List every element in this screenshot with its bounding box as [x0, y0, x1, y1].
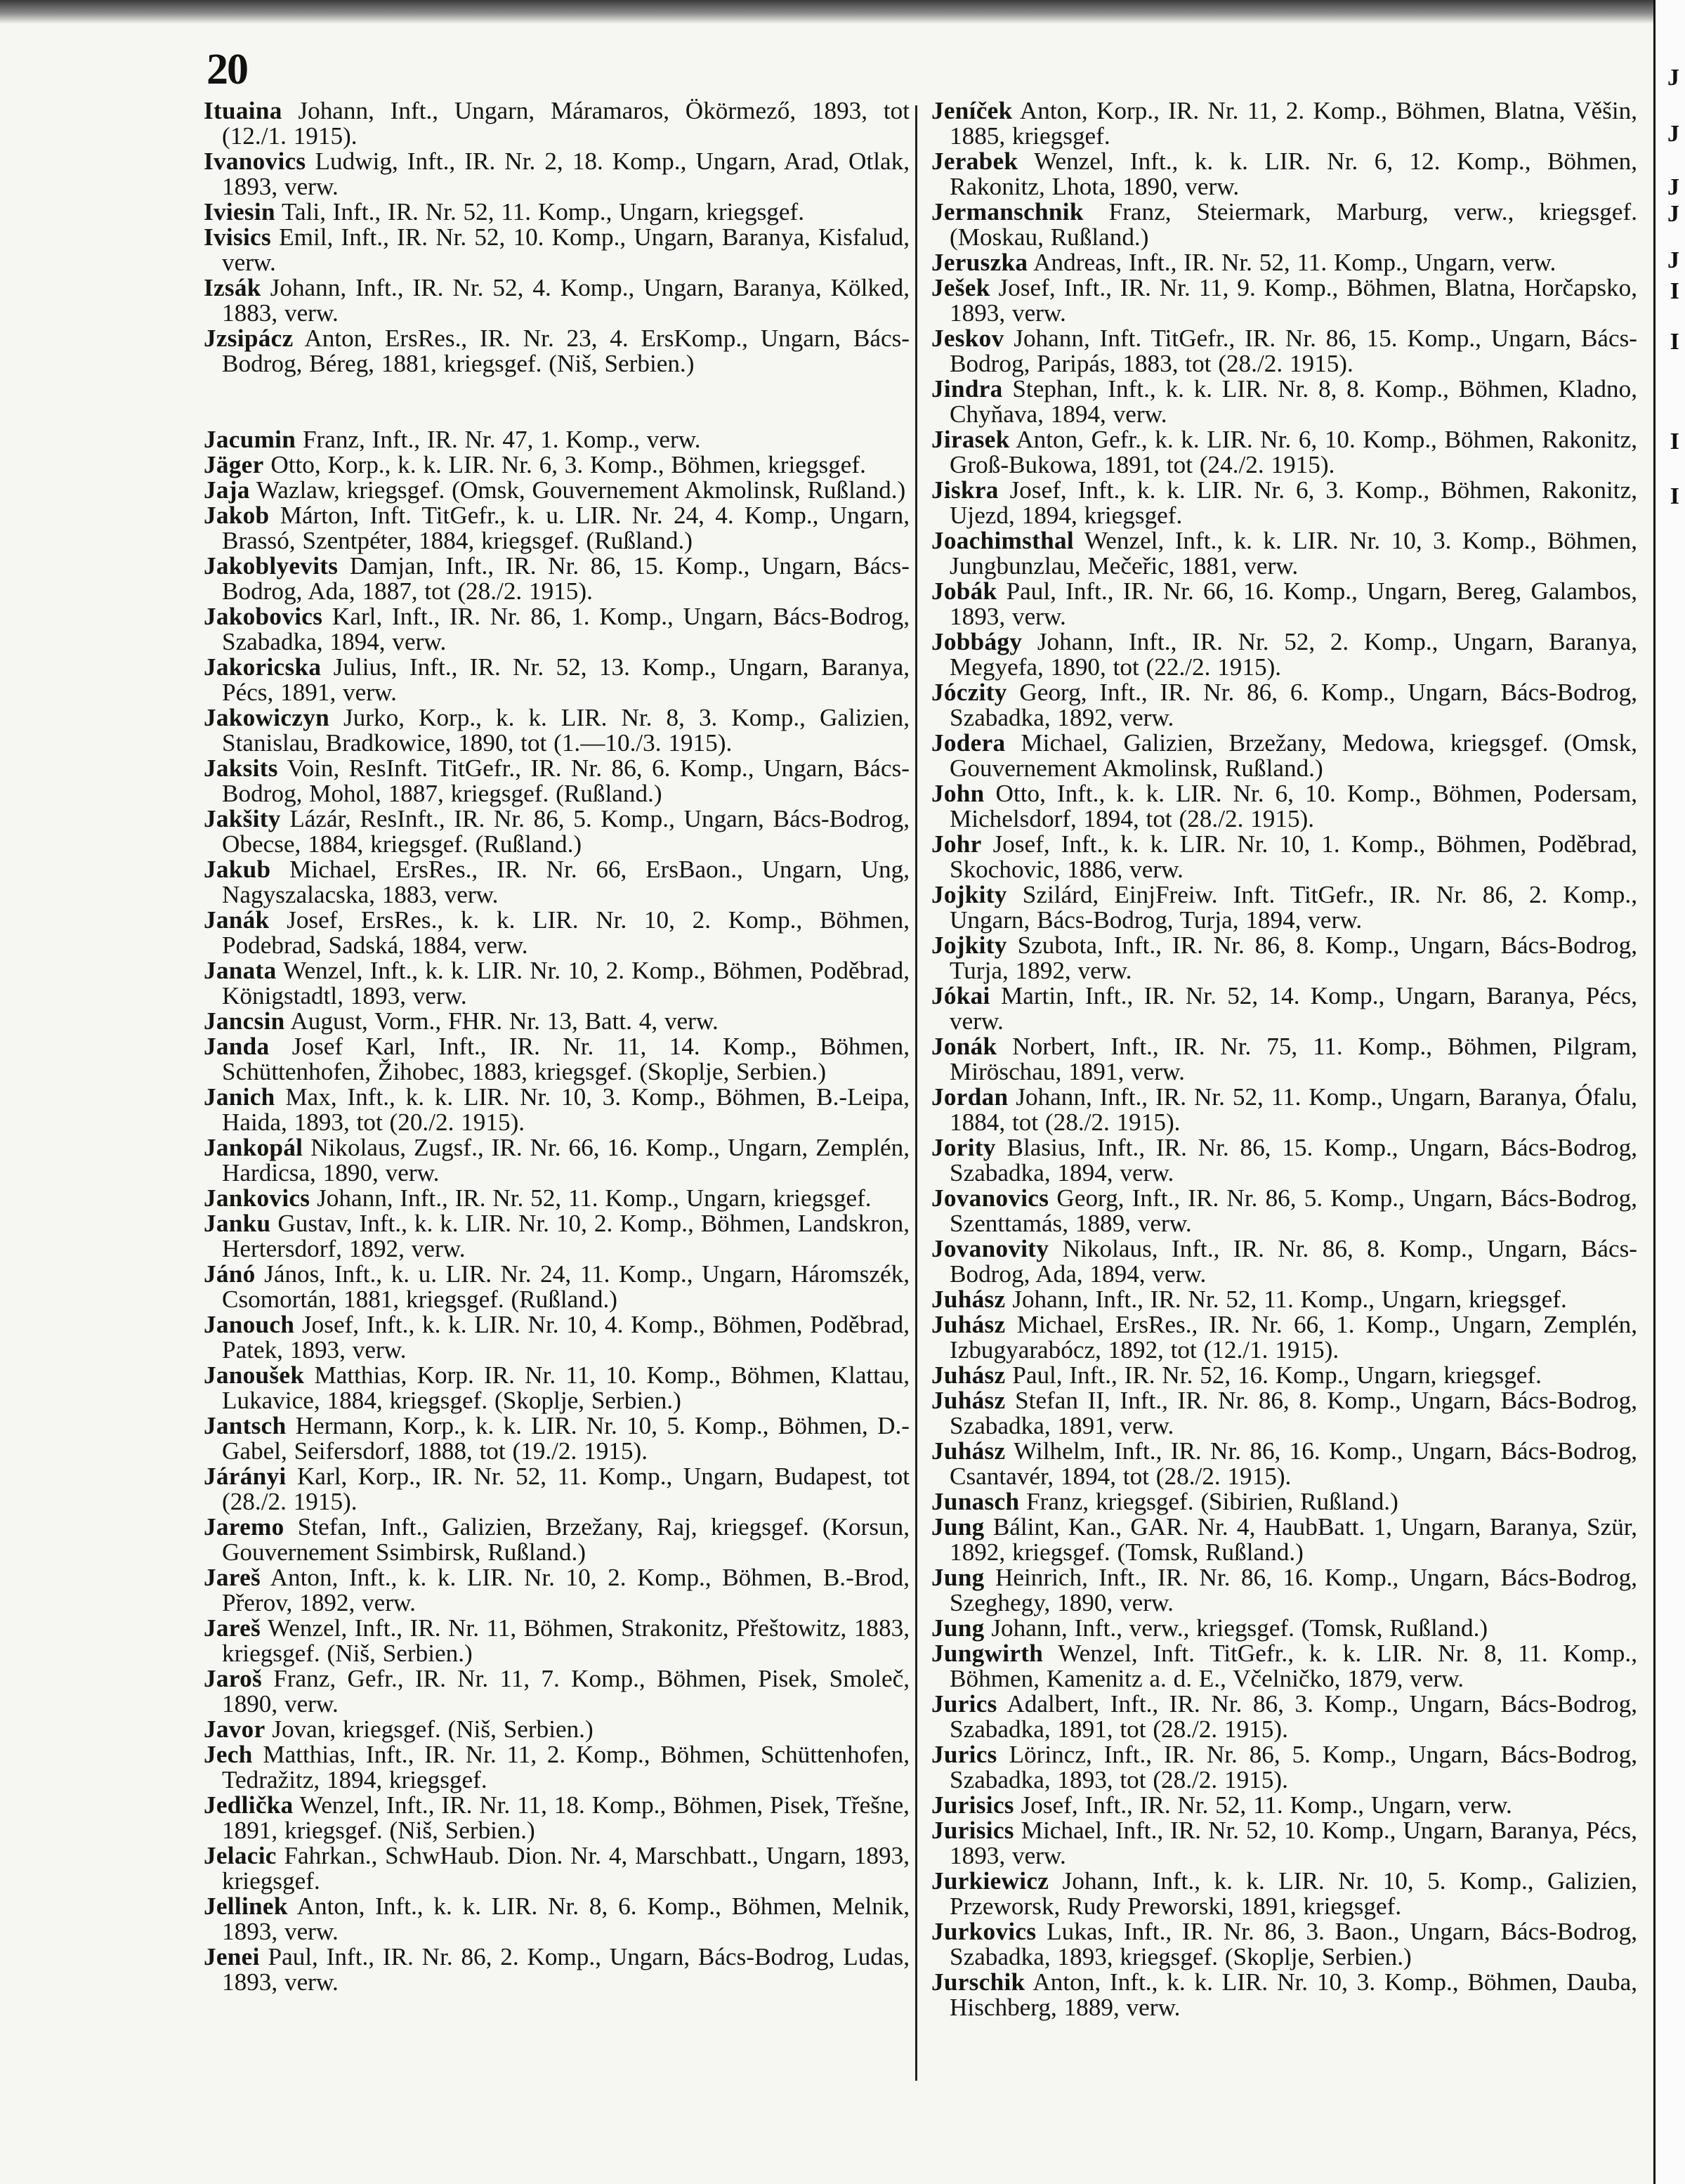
- entry-surname: Jung: [931, 1564, 985, 1591]
- entry-details: Michael, Inft., IR. Nr. 52, 10. Komp., Ungarn, Baranya, Pécs, 1893, verw.: [950, 1817, 1637, 1869]
- entry-details: Adalbert, Inft., IR. Nr. 86, 3. Komp., Ungarn, Bács-Bodrog, Szabadka, 1891, tot (28./2. 1915).: [950, 1690, 1638, 1743]
- entry-surname: Joachimsthal: [931, 527, 1075, 554]
- entry-surname: Jeruszka: [931, 249, 1028, 276]
- register-entry: [931, 832, 1637, 882]
- entry-surname: Jaremo: [204, 1513, 284, 1541]
- entry-details: Emil, Inft., IR. Nr. 52, 10. Komp., Ungarn, Baranya, Kisfalud, verw.: [222, 223, 910, 276]
- register-entry: [931, 1236, 1637, 1287]
- entry-details: Matthias, Inft., IR. Nr. 11, 2. Komp., Böhmen, Schüttenhofen, Tedražitz, 1894, kriegsgef.: [222, 1741, 910, 1793]
- entry-details: Wenzel, Inft., k. k. LIR. Nr. 10, 3. Komp., Böhmen, Jungbunzlau, Mečeřic, 1881, verw.: [950, 527, 1637, 580]
- entry-surname: Jurics: [931, 1690, 997, 1718]
- entry-surname: Iviesin: [204, 198, 275, 225]
- entry-details: Norbert, Inft., IR. Nr. 75, 11. Komp., Böhmen, Pilgram, Miröschau, 1891, verw.: [950, 1033, 1638, 1085]
- entry-details: Johann, Inft., k. k. LIR. Nr. 10, 5. Komp., Galizien, Przeworsk, Rudy Preworski, 1891, kriegsgef.: [950, 1867, 1637, 1920]
- entry-surname: Jedlička: [204, 1791, 294, 1819]
- register-entry: [931, 1186, 1637, 1236]
- entry-details: Josef, ErsRes., k. k. LIR. Nr. 10, 2. Komp., Böhmen, Podebrad, Sadská, 1884, verw.: [222, 906, 910, 959]
- register-entry: [204, 1085, 910, 1135]
- register-entry: [204, 1186, 910, 1211]
- entry-surname: Juhász: [931, 1311, 1006, 1338]
- entry-surname: Jung: [931, 1614, 985, 1642]
- entry-details: Michael, Galizien, Brzežany, Medowa, kriegsgef. (Omsk, Gouvernement Akmolinsk, Rußland.): [950, 729, 1637, 782]
- register-entry: [204, 554, 910, 604]
- entry-surname: Javor: [204, 1715, 265, 1743]
- entry-surname: Jurisics: [931, 1791, 1014, 1819]
- entry-details: Matthias, Korp. IR. Nr. 11, 10. Komp., Böhmen, Klattau, Lukavice, 1884, kriegsgef. (Skoplje, Serbien.): [222, 1361, 910, 1414]
- entry-details: Johann, Inft. TitGefr., IR. Nr. 86, 15. Komp., Ungarn, Bács-Bodrog, Paripás, 1883, tot (28./2. 1915).: [950, 325, 1637, 377]
- entry-surname: Jantsch: [204, 1412, 287, 1439]
- register-entry: [204, 1565, 910, 1616]
- entry-surname: Janák: [204, 906, 270, 934]
- entry-details: Wenzel, Inft., k. k. LIR. Nr. 10, 2. Komp., Böhmen, Poděbrad, Königstadtl, 1893, verw.: [222, 957, 910, 1009]
- register-entry: [204, 958, 910, 1009]
- entry-surname: Janata: [204, 957, 277, 984]
- entry-details: Johann, Inft., IR. Nr. 52, 4. Komp., Ungarn, Baranya, Kölked, 1883, verw.: [222, 274, 910, 327]
- entry-details: Franz, Steiermark, Marburg, verw., kriegsgef. (Moskau, Rußland.): [950, 198, 1637, 251]
- entry-surname: Juhász: [931, 1361, 1006, 1389]
- entry-details: Szubota, Inft., IR. Nr. 86, 8. Komp., Ungarn, Bács-Bodrog, Turja, 1892, verw.: [950, 931, 1637, 984]
- entry-details: Jurko, Korp., k. k. LIR. Nr. 8, 3. Komp., Galizien, Stanislau, Bradkowice, 1890, tot (1.—10./3. 1915).: [222, 704, 910, 757]
- entry-surname: Jordan: [931, 1083, 1009, 1111]
- register-entry: [931, 149, 1637, 200]
- register-entry: [931, 478, 1637, 528]
- register-entry: [204, 1717, 910, 1742]
- entry-surname: Janich: [204, 1083, 275, 1111]
- entry-surname: Jority: [931, 1134, 996, 1161]
- register-entry: [204, 806, 910, 857]
- entry-surname: Jindra: [931, 375, 1003, 403]
- entry-details: Tali, Inft., IR. Nr. 52, 11. Komp., Ungarn, kriegsgef.: [282, 198, 805, 225]
- entry-surname: Jókai: [931, 982, 990, 1009]
- entry-details: Ludwig, Inft., IR. Nr. 2, 18. Komp., Ungarn, Arad, Otlak, 1893, verw.: [222, 148, 910, 200]
- register-entry: [931, 680, 1637, 731]
- page-number: 20: [206, 46, 247, 93]
- entry-details: Martin, Inft., IR. Nr. 52, 14. Komp., Ungarn, Baranya, Pécs, verw.: [950, 982, 1637, 1035]
- entry-surname: Jakoblyevits: [204, 552, 339, 580]
- entry-surname: Jellinek: [204, 1892, 288, 1920]
- entry-details: Josef Karl, Inft., IR. Nr. 11, 14. Komp., Böhmen, Schüttenhofen, Žihobec, 1883, kriegsgef. (Skoplje, Serbien.): [222, 1033, 910, 1085]
- register-entry: [931, 579, 1637, 629]
- entry-surname: Jungwirth: [931, 1640, 1044, 1667]
- entry-surname: Jakob: [204, 502, 270, 529]
- entry-details: Lörincz, Inft., IR. Nr. 86, 5. Komp., Ungarn, Bács-Bodrog, Szabadka, 1893, tot (28./2. 1915).: [950, 1741, 1637, 1793]
- register-entry: [931, 1818, 1637, 1869]
- entry-details: Anton, Inft., k. k. LIR. Nr. 8, 6. Komp., Böhmen, Melnik, 1893, verw.: [222, 1892, 910, 1945]
- entry-details: Heinrich, Inft., IR. Nr. 86, 16. Komp., Ungarn, Bács-Bodrog, Szeghegy, 1890, verw.: [950, 1564, 1638, 1616]
- register-entry: [204, 1363, 910, 1413]
- entry-details: Andreas, Inft., IR. Nr. 52, 11. Komp., Ungarn, verw.: [1033, 249, 1556, 276]
- entry-details: Franz, Gefr., IR. Nr. 11, 7. Komp., Böhmen, Pisek, Smoleč, 1890, verw.: [222, 1665, 910, 1718]
- entry-details: Johann, Inft., IR. Nr. 52, 11. Komp., Ungarn, kriegsgef.: [1012, 1286, 1567, 1313]
- entry-details: Michael, ErsRes., IR. Nr. 66, ErsBaon., Ungarn, Ung, Nagyszalacska, 1883, verw.: [222, 856, 910, 908]
- edge-glyph: I: [1670, 429, 1679, 455]
- register-entry: [931, 1919, 1637, 1970]
- edge-glyph: J: [1667, 247, 1679, 273]
- register-entry: [204, 452, 910, 478]
- entry-surname: Jojkity: [931, 931, 1007, 959]
- entry-surname: Jovanovics: [931, 1184, 1049, 1212]
- register-entry: [204, 275, 910, 326]
- entry-details: Stefan II, Inft., IR. Nr. 86, 8. Komp., Ungarn, Bács-Bodrog, Szabadka, 1891, verw.: [950, 1387, 1638, 1439]
- entry-surname: Jánó: [204, 1260, 256, 1288]
- entry-details: Josef, Inft., k. k. LIR. Nr. 10, 4. Komp., Böhmen, Poděbrad, Patek, 1893, verw.: [222, 1311, 910, 1364]
- entry-surname: Jelacic: [204, 1842, 277, 1869]
- entry-details: August, Vorm., FHR. Nr. 13, Batt. 4, verw.: [290, 1007, 719, 1035]
- entry-surname: Jojkity: [931, 881, 1007, 908]
- register-entry: [204, 1793, 910, 1843]
- entry-details: Anton, ErsRes., IR. Nr. 23, 4. ErsKomp., Ungarn, Bács-Bodrog, Béreg, 1881, kriegsgef. (Niš, Serbien.): [222, 325, 910, 377]
- entry-surname: Jakobovics: [204, 603, 323, 630]
- register-entry: [204, 98, 910, 149]
- entry-surname: Janoušek: [204, 1361, 305, 1389]
- register-entry: [931, 1742, 1637, 1793]
- entry-surname: Jankovics: [204, 1184, 310, 1212]
- entry-details: Karl, Korp., IR. Nr. 52, 11. Komp., Ungarn, Budapest, tot (28./2. 1915).: [222, 1463, 910, 1515]
- register-entry: [931, 1312, 1637, 1363]
- entry-surname: Ivanovics: [204, 148, 306, 175]
- entry-details: Johann, Inft., verw., kriegsgef. (Tomsk, Rußland.): [991, 1614, 1488, 1642]
- entry-surname: Jung: [931, 1513, 985, 1541]
- register-entry: [204, 705, 910, 756]
- entry-surname: Jaja: [204, 476, 250, 504]
- register-entry: [931, 1692, 1637, 1742]
- entry-surname: Jobbágy: [931, 628, 1023, 655]
- entry-details: Jovan, kriegsgef. (Niš, Serbien.): [272, 1715, 594, 1743]
- register-entry: [204, 1262, 910, 1312]
- entry-details: Michael, ErsRes., IR. Nr. 66, 1. Komp., Ungarn, Zemplén, Izbugyarabócz, 1892, tot (12./1. 1915).: [950, 1311, 1637, 1364]
- register-entry: [204, 756, 910, 806]
- entry-surname: Jankopál: [204, 1134, 303, 1161]
- entry-details: Paul, Inft., IR. Nr. 52, 16. Komp., Ungarn, kriegsgef.: [1012, 1361, 1542, 1389]
- entry-details: Otto, Korp., k. k. LIR. Nr. 6, 3. Komp., Böhmen, kriegsgef.: [270, 451, 866, 478]
- entry-details: Johann, Inft., Ungarn, Máramaros, Ökörmező, 1893, tot (12./1. 1915).: [222, 97, 910, 150]
- entry-surname: Jakub: [204, 856, 271, 883]
- register-entry: [931, 1970, 1637, 2020]
- entry-details: Nikolaus, Zugsf., IR. Nr. 66, 16. Komp., Ungarn, Zemplén, Hardicsa, 1890, verw.: [222, 1134, 910, 1186]
- register-entry: [204, 326, 910, 377]
- adjacent-page-edge: [1653, 0, 1685, 2184]
- edge-glyph: J: [1667, 201, 1679, 227]
- section-gap: [204, 377, 910, 427]
- entry-details: Damjan, Inft., IR. Nr. 86, 15. Komp., Ungarn, Bács-Bodrog, Ada, 1887, tot (28./2. 1915).: [222, 552, 910, 605]
- register-entry: [931, 1641, 1637, 1692]
- entry-surname: Izsák: [204, 274, 261, 301]
- register-entry: [204, 1135, 910, 1186]
- entry-details: Wenzel, Inft., IR. Nr. 11, Böhmen, Strakonitz, Přeštowitz, 1883, kriegsgef. (Niš, Serbien.): [222, 1614, 910, 1667]
- entry-surname: Jakšity: [204, 805, 281, 832]
- entry-surname: Ješek: [931, 274, 990, 301]
- column-divider: [915, 105, 917, 2081]
- register-entry: [931, 781, 1637, 832]
- register-entry: [931, 933, 1637, 983]
- entry-surname: Jakowiczyn: [204, 704, 329, 731]
- entry-surname: Juhász: [931, 1437, 1006, 1465]
- entry-details: Stefan, Inft., Galizien, Brzežany, Raj, kriegsgef. (Korsun, Gouvernement Ssimbirsk, Rußland.): [222, 1513, 910, 1566]
- entry-details: Paul, Inft., IR. Nr. 66, 16. Komp., Ungarn, Bereg, Galambos, 1893, verw.: [950, 577, 1637, 630]
- entry-surname: Jurkiewicz: [931, 1867, 1049, 1895]
- entry-surname: Junasch: [931, 1488, 1020, 1515]
- entry-details: Otto, Inft., k. k. LIR. Nr. 6, 10. Komp., Böhmen, Podersam, Michelsdorf, 1894, tot (28./2. 1915).: [950, 780, 1638, 832]
- register-entry: [204, 1616, 910, 1666]
- entry-surname: Johr: [931, 830, 982, 858]
- entry-details: Josef, Inft., k. k. LIR. Nr. 10, 1. Komp., Böhmen, Poděbrad, Skochovic, 1886, verw.: [950, 830, 1637, 883]
- entry-details: Franz, kriegsgef. (Sibirien, Rußland.): [1026, 1488, 1398, 1515]
- entry-details: Wenzel, Inft., k. k. LIR. Nr. 6, 12. Komp., Böhmen, Rakonitz, Lhota, 1890, verw.: [950, 148, 1637, 200]
- entry-surname: Jobák: [931, 577, 997, 605]
- register-entry: [931, 1793, 1637, 1818]
- entry-surname: Ivisics: [204, 223, 271, 251]
- entry-surname: Jurkovics: [931, 1918, 1037, 1945]
- entry-surname: Jancsin: [204, 1007, 285, 1035]
- register-entry: [204, 149, 910, 200]
- register-entry: [204, 1666, 910, 1717]
- entry-surname: Jodera: [931, 729, 1006, 757]
- register-entry: [931, 629, 1637, 680]
- entry-surname: Jeníček: [931, 97, 1013, 124]
- register-entry: [204, 908, 910, 958]
- register-entry: [204, 1742, 910, 1793]
- register-entry: [931, 250, 1637, 275]
- entry-surname: Janda: [204, 1033, 270, 1060]
- entry-details: Wenzel, Inft., IR. Nr. 11, 18. Komp., Böhmen, Pisek, Třešne, 1891, kriegsgef. (Niš, Serbien.): [222, 1791, 910, 1844]
- entry-details: Stephan, Inft., k. k. LIR. Nr. 8, 8. Komp., Böhmen, Kladno, Chyňava, 1894, verw.: [950, 375, 1637, 428]
- entry-details: Johann, Inft., IR. Nr. 52, 2. Komp., Ungarn, Baranya, Megyefa, 1890, tot (22./2. 1915).: [950, 628, 1638, 681]
- edge-glyph: I: [1670, 483, 1679, 509]
- entry-surname: Jacumin: [204, 426, 296, 453]
- entry-surname: Jerabek: [931, 148, 1018, 175]
- entry-details: Josef, Inft., IR. Nr. 52, 11. Komp., Ungarn, verw.: [1021, 1791, 1512, 1819]
- register-entry: [204, 1034, 910, 1085]
- entry-surname: Jurschik: [931, 1968, 1025, 1996]
- entry-details: Anton, Inft., k. k. LIR. Nr. 10, 3. Komp., Böhmen, Dauba, Hischberg, 1889, verw.: [950, 1968, 1637, 2021]
- register-entry: [931, 275, 1637, 326]
- register-entry: [931, 1034, 1637, 1085]
- entry-surname: Jiskra: [931, 476, 999, 504]
- entry-details: Franz, Inft., IR. Nr. 47, 1. Komp., verw.: [302, 426, 701, 453]
- entry-surname: Jonák: [931, 1033, 997, 1060]
- left-column: [204, 98, 910, 1995]
- entry-details: Wenzel, Inft. TitGefr., k. k. LIR. Nr. 8, 11. Komp., Böhmen, Kamenitz a. d. E., Včelničko, 1879, verw.: [950, 1640, 1637, 1692]
- register-entry: [204, 1312, 910, 1363]
- entry-surname: Jzsipácz: [204, 325, 294, 352]
- register-entry: [204, 1944, 910, 1995]
- entry-details: Josef, Inft., IR. Nr. 11, 9. Komp., Böhmen, Blatna, Horčapsko, 1893, verw.: [950, 274, 1637, 327]
- entry-surname: Ituaina: [204, 97, 282, 124]
- edge-glyph: J: [1667, 121, 1679, 147]
- register-entry: [204, 1211, 910, 1262]
- entry-surname: Jirasek: [931, 426, 1010, 453]
- edge-glyph: J: [1667, 65, 1679, 91]
- entry-details: Georg, Inft., IR. Nr. 86, 6. Komp., Ungarn, Bács-Bodrog, Szabadka, 1892, verw.: [950, 679, 1637, 731]
- entry-details: Johann, Inft., IR. Nr. 52, 11. Komp., Ungarn, Baranya, Ófalu, 1884, tot (28./2. 1915).: [950, 1083, 1638, 1136]
- entry-surname: Janouch: [204, 1311, 295, 1338]
- register-entry: [204, 200, 910, 225]
- entry-surname: Járányi: [204, 1463, 287, 1490]
- register-entry: [204, 427, 910, 452]
- entry-surname: Jech: [204, 1741, 253, 1768]
- entry-details: Nikolaus, Inft., IR. Nr. 86, 8. Komp., Ungarn, Bács-Bodrog, Ada, 1894, verw.: [950, 1235, 1637, 1288]
- entry-surname: Janku: [204, 1210, 271, 1237]
- register-entry: [931, 377, 1637, 427]
- register-entry: [204, 655, 910, 705]
- entry-details: Anton, Inft., k. k. LIR. Nr. 10, 2. Komp., Böhmen, B.-Brod, Přerov, 1892, verw.: [222, 1564, 910, 1616]
- edge-glyph: I: [1670, 278, 1679, 304]
- register-entry: [931, 98, 1637, 149]
- register-entry: [204, 1843, 910, 1894]
- scan-top-edge: [0, 0, 1685, 24]
- register-entry: [204, 478, 910, 503]
- register-entry: [931, 1388, 1637, 1439]
- register-entry: [931, 326, 1637, 377]
- entry-surname: Jovanovity: [931, 1235, 1049, 1262]
- edge-glyph: J: [1667, 174, 1679, 200]
- entry-details: Blasius, Inft., IR. Nr. 86, 15. Komp., Ungarn, Bács-Bodrog, Szabadka, 1894, verw.: [950, 1134, 1637, 1186]
- entry-details: Wilhelm, Inft., IR. Nr. 86, 16. Komp., Ungarn, Bács-Bodrog, Csantavér, 1894, tot (28./2. 1915).: [950, 1437, 1637, 1490]
- entry-surname: Jakoricska: [204, 653, 322, 681]
- entry-details: Paul, Inft., IR. Nr. 86, 2. Komp., Ungarn, Bács-Bodrog, Ludas, 1893, verw.: [222, 1943, 910, 1996]
- register-entry: [204, 604, 910, 655]
- entry-details: Julius, Inft., IR. Nr. 52, 13. Komp., Ungarn, Baranya, Pécs, 1891, verw.: [222, 653, 910, 706]
- entry-details: Hermann, Korp., k. k. LIR. Nr. 10, 5. Komp., Böhmen, D.-Gabel, Seifersdorf, 1888, tot (19./2. 1915).: [222, 1412, 910, 1465]
- entry-details: Bálint, Kan., GAR. Nr. 4, HaubBatt. 1, Ungarn, Baranya, Szür, 1892, kriegsgef. (Tomsk, Rußland.): [950, 1513, 1637, 1566]
- entry-details: Fahrkan., SchwHaub. Dion. Nr. 4, Marschbatt., Ungarn, 1893, kriegsgef.: [222, 1842, 910, 1895]
- register-entry: [204, 1009, 910, 1034]
- register-entry: [931, 1616, 1637, 1641]
- register-entry: [931, 427, 1637, 478]
- entry-details: Anton, Gefr., k. k. LIR. Nr. 6, 10. Komp., Böhmen, Rakonitz, Groß-Bukowa, 1891, tot (24./2. 1915).: [950, 426, 1638, 478]
- register-entry: [204, 1515, 910, 1565]
- register-entry: [931, 1515, 1637, 1565]
- register-entry: [931, 1565, 1637, 1616]
- entry-surname: John: [931, 780, 985, 807]
- register-entry: [931, 1489, 1637, 1515]
- register-entry: [204, 1464, 910, 1515]
- entry-details: Georg, Inft., IR. Nr. 86, 5. Komp., Ungarn, Bács-Bodrog, Szenttamás, 1889, verw.: [950, 1184, 1638, 1237]
- register-entry: [931, 731, 1637, 781]
- entry-details: Voin, ResInft. TitGefr., IR. Nr. 86, 6. Komp., Ungarn, Bács-Bodrog, Mohol, 1887, kriegsgef. (Rußland.): [222, 754, 910, 807]
- entry-surname: Juhász: [931, 1387, 1006, 1414]
- entry-details: Johann, Inft., IR. Nr. 52, 11. Komp., Ungarn, kriegsgef.: [317, 1184, 872, 1212]
- register-entry: [931, 983, 1637, 1034]
- entry-details: Josef, Inft., k. k. LIR. Nr. 6, 3. Komp., Böhmen, Rakonitz, Ujezd, 1894, kriegsgef.: [950, 476, 1637, 529]
- entry-surname: Jäger: [204, 451, 264, 478]
- register-entry: [931, 882, 1637, 933]
- entry-surname: Jareš: [204, 1564, 261, 1591]
- register-entry: [931, 1869, 1637, 1919]
- entry-surname: Juhász: [931, 1286, 1006, 1313]
- entry-details: Lukas, Inft., IR. Nr. 86, 3. Baon., Ungarn, Bács-Bodrog, Szabadka, 1893, kriegsgef. (Skoplje, Serbien.): [950, 1918, 1638, 1970]
- entry-surname: Jóczity: [931, 679, 1007, 706]
- entry-details: János, Inft., k. u. LIR. Nr. 24, 11. Komp., Ungarn, Háromszék, Csomortán, 1881, kriegsgef. (Rußland.): [222, 1260, 910, 1313]
- entry-details: Szilárd, EinjFreiw. Inft. TitGefr., IR. Nr. 86, 2. Komp., Ungarn, Bács-Bodrog, Turja, 1894, verw.: [950, 881, 1637, 934]
- entry-surname: Jenei: [204, 1943, 260, 1970]
- register-entry: [931, 1439, 1637, 1489]
- entry-surname: Jermanschnik: [931, 198, 1084, 225]
- entry-surname: Jurics: [931, 1741, 997, 1768]
- register-entry: [931, 1085, 1637, 1135]
- register-entry: [931, 1287, 1637, 1312]
- register-entry: [204, 1894, 910, 1944]
- register-entry: [204, 225, 910, 275]
- entry-surname: Jeskov: [931, 325, 1004, 352]
- entry-details: Anton, Korp., IR. Nr. 11, 2. Komp., Böhmen, Blatna, Věšin, 1885, kriegsgef.: [950, 97, 1637, 150]
- entry-details: Wazlaw, kriegsgef. (Omsk, Gouvernement Akmolinsk, Rußland.): [256, 476, 906, 504]
- entry-surname: Jaroš: [204, 1665, 262, 1692]
- register-entry: [204, 503, 910, 554]
- entry-details: Max, Inft., k. k. LIR. Nr. 10, 3. Komp., Böhmen, B.-Leipa, Haida, 1893, tot (20./2. 1915).: [222, 1083, 910, 1136]
- entry-surname: Jaksits: [204, 754, 278, 782]
- register-entry: [931, 1363, 1637, 1388]
- entry-details: Lázár, ResInft., IR. Nr. 86, 5. Komp., Ungarn, Bács-Bodrog, Obecse, 1884, kriegsgef. (Rußland.): [222, 805, 910, 858]
- register-entry: [931, 528, 1637, 579]
- entry-surname: Jareš: [204, 1614, 261, 1642]
- entry-details: Karl, Inft., IR. Nr. 86, 1. Komp., Ungarn, Bács-Bodrog, Szabadka, 1894, verw.: [222, 603, 910, 655]
- edge-glyph: I: [1670, 329, 1679, 355]
- register-entry: [931, 1135, 1637, 1186]
- entry-details: Gustav, Inft., k. k. LIR. Nr. 10, 2. Komp., Böhmen, Landskron, Hertersdorf, 1892, verw.: [222, 1210, 910, 1262]
- register-entry: [204, 857, 910, 908]
- register-entry: [204, 1413, 910, 1464]
- entry-surname: Jurisics: [931, 1817, 1014, 1844]
- right-column: [931, 98, 1637, 2020]
- entry-details: Márton, Inft. TitGefr., k. u. LIR. Nr. 24, 4. Komp., Ungarn, Brassó, Szentpéter, 1884, kriegsgef. (Rußland.): [222, 502, 910, 554]
- register-entry: [931, 200, 1637, 250]
